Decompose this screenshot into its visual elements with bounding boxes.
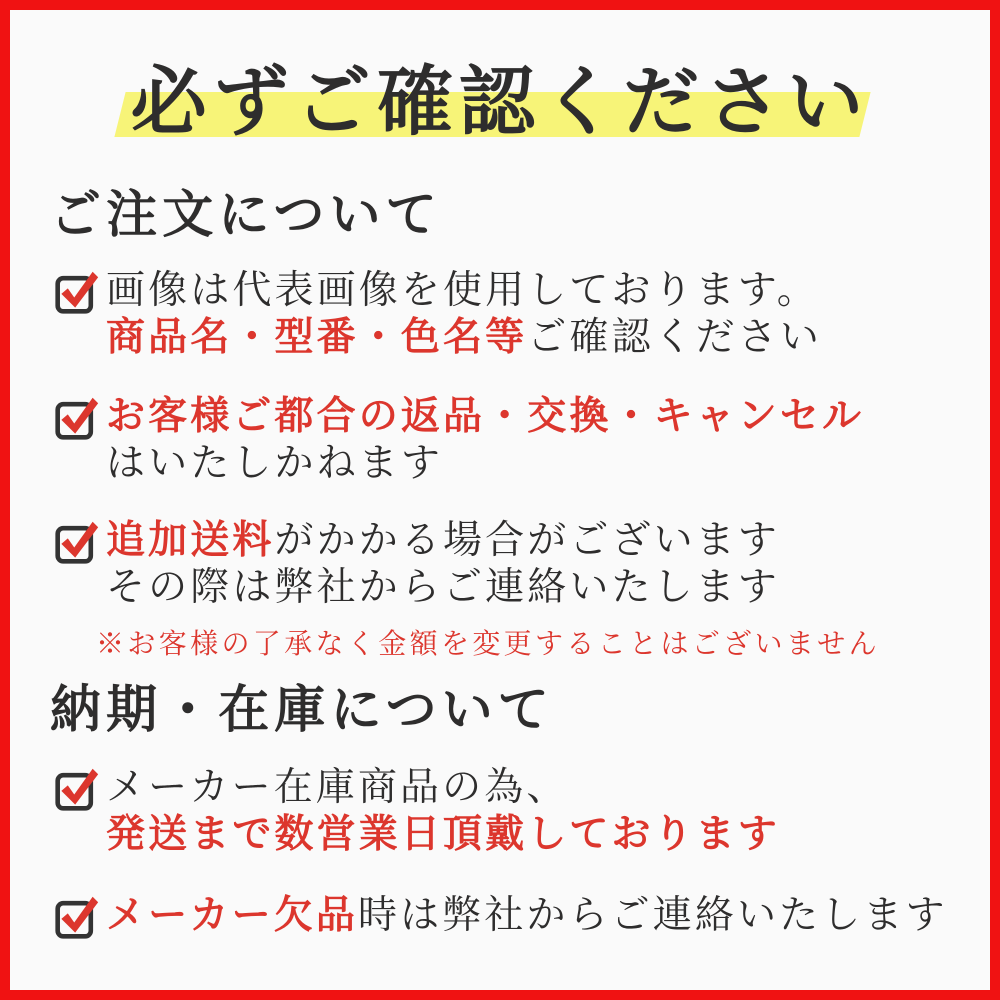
checked-checkbox-icon xyxy=(54,395,100,441)
notice-item-extra-shipping xyxy=(10,517,990,663)
section-heading-stock: 納期・在庫について xyxy=(50,683,554,740)
notice-item-no-returns xyxy=(10,393,990,487)
notice-item-maker-stock xyxy=(10,764,990,858)
notice-line xyxy=(106,811,990,858)
section-heading-order: ご注文について xyxy=(50,188,442,244)
page-title: 必ずご確認ください xyxy=(130,60,870,145)
notice-text-emphasis: 発送まで数営業日頂戴しております xyxy=(106,813,780,857)
notice-text-emphasis: 追加送料 xyxy=(106,519,275,563)
checked-checkbox-icon xyxy=(54,894,100,940)
notice-text: 時は弊社からご連絡いたします xyxy=(357,894,948,938)
notice-text: はいたしかねます xyxy=(106,442,443,486)
notice-line xyxy=(106,314,990,361)
notice-text-emphasis: お客様ご都合の返品・交換・キャンセル xyxy=(106,395,865,439)
notice-text: ご確認ください xyxy=(527,316,823,360)
page-header xyxy=(10,40,990,150)
notice-line xyxy=(106,440,990,487)
notice-text-block xyxy=(96,517,990,663)
notice-text-emphasis: メーカー欠品 xyxy=(106,894,358,938)
notice-text-block xyxy=(106,393,990,487)
notice-line xyxy=(106,517,990,564)
price-change-note: ※お客様の了承なく金額を変更することはございません xyxy=(96,629,881,661)
checked-checkbox-icon xyxy=(54,269,100,315)
notice-text-block xyxy=(106,892,990,939)
notice-text: その際は弊社からご連絡いたします xyxy=(106,566,780,610)
notice-text: 画像は代表画像を使用しております。 xyxy=(106,269,819,313)
notice-item-maker-shortage xyxy=(10,892,990,940)
notice-text: メーカー在庫商品の為、 xyxy=(106,766,569,810)
notice-text: がかかる場合がございます xyxy=(274,519,780,563)
notice-line xyxy=(106,393,990,440)
notice-item-representative-image xyxy=(10,267,990,361)
notice-line xyxy=(106,764,990,811)
notice-line xyxy=(106,564,990,611)
notice-text-emphasis: 商品名・型番・色名等 xyxy=(106,316,528,360)
checked-checkbox-icon xyxy=(54,766,100,812)
checked-checkbox-icon xyxy=(54,519,100,565)
notice-text-block xyxy=(106,267,990,361)
notice-line xyxy=(106,267,990,314)
notice-line xyxy=(106,892,990,939)
notice-text-block xyxy=(106,764,990,858)
